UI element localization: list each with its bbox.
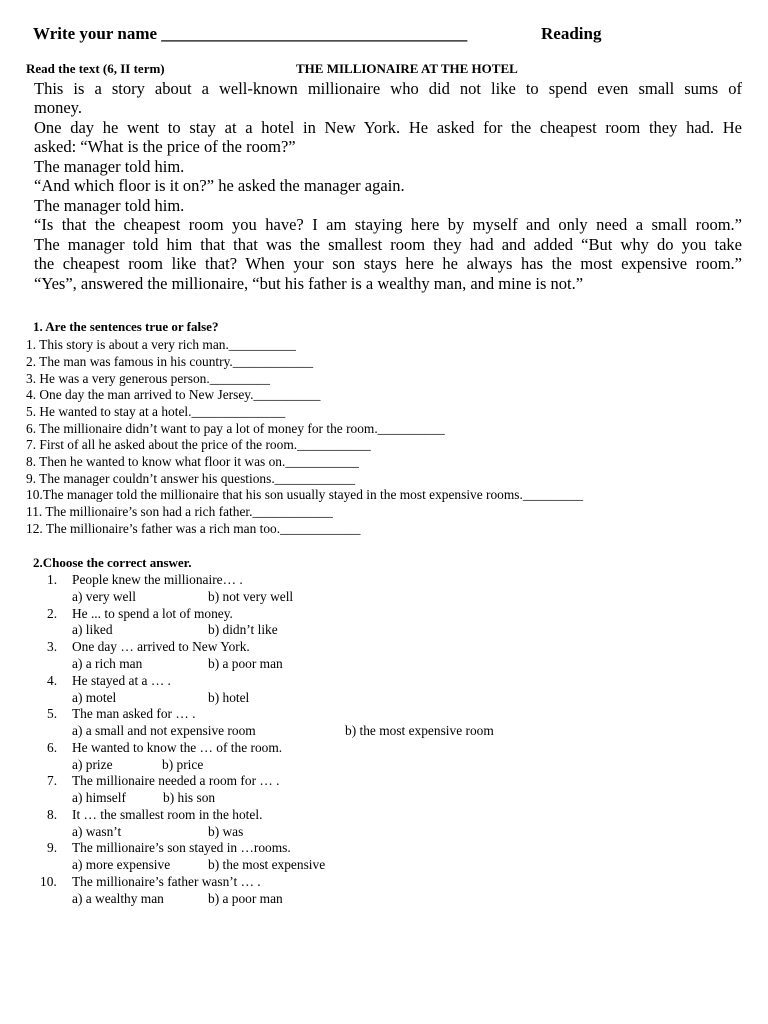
question-number: 8.: [47, 807, 58, 822]
option-b: b) hotel: [208, 690, 250, 705]
story-line: One day he went to stay at a hotel in New York. He asked for the cheapest room they had. He: [34, 118, 742, 137]
tf-item: 3. He was a very generous person._________: [26, 371, 270, 386]
story-line: “Is that the cheapest room you have? I am staying here by myself and only need a small room.”: [34, 215, 742, 234]
story-line: The manager told him.: [34, 157, 185, 176]
option-b: b) not very well: [208, 589, 294, 604]
question-text: The millionaire’s father wasn’t … .: [72, 874, 261, 889]
option-a: a) a small and not expensive room: [72, 723, 256, 738]
question-number: 6.: [47, 740, 58, 755]
option-b: b) didn’t like: [208, 622, 278, 637]
section1-heading: 1. Are the sentences true or false?: [33, 319, 219, 334]
option-b: b) his son: [163, 790, 216, 805]
question-text: The millionaire needed a room for … .: [72, 773, 280, 788]
question-number: 5.: [47, 706, 58, 721]
question-number: 10.: [40, 874, 57, 889]
option-b: b) a poor man: [208, 656, 283, 671]
instruction-label: Read the text (6, II term): [26, 61, 165, 76]
question-text: People knew the millionaire… .: [72, 572, 243, 587]
tf-item: 8. Then he wanted to know what floor it was on.___________: [26, 454, 359, 469]
tf-item: 10.The manager told the millionaire that his son usually stayed in the most expensive rooms._________: [26, 487, 584, 502]
question-number: 2.: [47, 606, 58, 621]
option-a: a) more expensive: [72, 857, 171, 872]
story-line: money.: [34, 98, 82, 117]
tf-item: 12. The millionaire’s father was a rich man too.____________: [26, 521, 361, 536]
option-a: a) liked: [72, 622, 113, 637]
tf-item: 2. The man was famous in his country.____________: [26, 354, 314, 369]
question-number: 9.: [47, 840, 58, 855]
option-a: a) himself: [72, 790, 126, 805]
story-line: The manager told him.: [34, 196, 185, 215]
question-text: The man asked for … .: [72, 706, 196, 721]
tf-item: 9. The manager couldn’t answer his questions.____________: [26, 471, 356, 486]
option-a: a) wasn’t: [72, 824, 122, 839]
question-text: The millionaire’s son stayed in …rooms.: [72, 840, 291, 855]
story-line: The manager told him that that was the smallest room they had and added “But why do you take: [34, 235, 742, 254]
question-number: 1.: [47, 572, 58, 587]
option-a: a) a wealthy man: [72, 891, 164, 906]
name-line: Write your name ____________________________________: [33, 24, 468, 43]
question-text: It … the smallest room in the hotel.: [72, 807, 263, 822]
question-number: 4.: [47, 673, 58, 688]
option-b: b) was: [208, 824, 244, 839]
option-a: a) motel: [72, 690, 117, 705]
story-line: the cheapest room like that? When your son stays here he always has the most expensive room.”: [34, 254, 742, 273]
question-text: One day … arrived to New York.: [72, 639, 250, 654]
option-b: b) a poor man: [208, 891, 283, 906]
story-line: asked: “What is the price of the room?”: [34, 137, 296, 156]
question-text: He ... to spend a lot of money.: [72, 606, 233, 621]
tf-item: 11. The millionaire’s son had a rich father.____________: [26, 504, 333, 519]
story-line: “Yes”, answered the millionaire, “but his father is a wealthy man, and mine is not.”: [34, 274, 584, 293]
option-b: b) the most expensive: [208, 857, 326, 872]
question-number: 3.: [47, 639, 58, 654]
story-line: “And which floor is it on?” he asked the manager again.: [34, 176, 405, 195]
tf-item: 4. One day the man arrived to New Jersey.__________: [26, 387, 321, 402]
option-a: a) very well: [72, 589, 136, 604]
option-a: a) prize: [72, 757, 113, 772]
question-text: He wanted to know the … of the room.: [72, 740, 283, 755]
question-text: He stayed at a … .: [72, 673, 171, 688]
option-b: b) price: [162, 757, 204, 772]
tf-item: 1. This story is about a very rich man.__________: [26, 337, 296, 352]
option-a: a) a rich man: [72, 656, 143, 671]
reading-label: Reading: [541, 24, 602, 43]
tf-item: 7. First of all he asked about the price of the room.___________: [26, 437, 371, 452]
section2-heading: 2.Choose the correct answer.: [33, 555, 192, 570]
story-line: This is a story about a well-known millionaire who did not like to spend even small sums of: [34, 79, 742, 98]
question-number: 7.: [47, 773, 58, 788]
option-b: b) the most expensive room: [345, 723, 494, 738]
story-title: THE MILLIONAIRE AT THE HOTEL: [296, 61, 518, 76]
tf-item: 5. He wanted to stay at a hotel.______________: [26, 404, 286, 419]
tf-item: 6. The millionaire didn’t want to pay a lot of money for the room.__________: [26, 421, 445, 436]
